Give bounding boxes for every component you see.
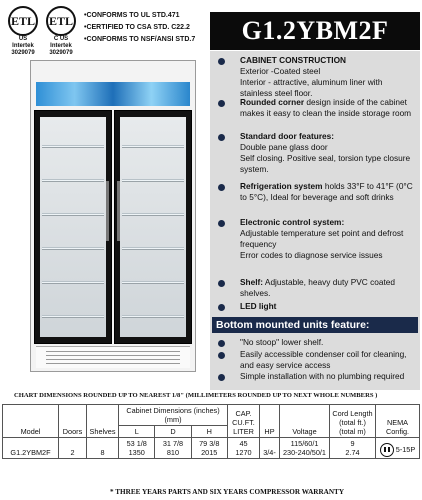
feature-electronic-control: Electronic control system: Adjustable temperature set point and defrost frequency Error codes to diagnose service issues (210, 217, 420, 261)
cell-length: 53 1/8 1350 (119, 438, 155, 459)
bullet-icon (218, 220, 225, 227)
right-glass-door (114, 110, 192, 344)
bullet-icon (218, 304, 225, 311)
cert-number: 3029079 (49, 50, 73, 56)
feature-led: LED light (210, 301, 420, 312)
bottom-feature-stoop: "No stoop" lower shelf. (210, 337, 420, 348)
feature-door: Standard door features: Double pane glass door Self closing. Positive seal, torsion type closure system. (210, 131, 420, 175)
bottom-grille (36, 346, 190, 368)
etl-us-logo (6, 6, 40, 57)
header-voltage: Voltage (280, 405, 330, 438)
door-handle (106, 181, 109, 241)
lighted-canopy (36, 82, 190, 106)
dimensions-table (2, 404, 420, 459)
cell-model: G1.2YBM2F (3, 438, 59, 459)
door-glass (40, 117, 106, 337)
cell-nema: 5-15P (376, 438, 420, 459)
header-height: H (191, 426, 228, 438)
cert-lab: Intertek (50, 43, 72, 49)
header-model: Model (3, 405, 59, 438)
bottom-feature-condenser: Easily accessible condenser coil for cleaning, and easy service access (210, 349, 420, 371)
header-depth: D (155, 426, 191, 438)
header-nema: NEMA Config. (376, 405, 420, 438)
standard-item: • CERTIFIED TO CSA STD. C22.2 (84, 22, 224, 34)
feature-shelf: Shelf: Adjustable, heavy duty PVC coated shelves. (210, 277, 420, 299)
bullet-icon (218, 184, 225, 191)
header-capacity: CAP. CU.FT. LITER (228, 405, 260, 438)
header-cabinet-dimensions: Cabinet Dimensions (inches) (mm) (119, 405, 228, 426)
cell-depth: 31 7/8 810 (155, 438, 191, 459)
door-handle (117, 181, 120, 241)
feature-refrigeration: Refrigeration system holds 33°F to 41°F (0°C to 5°C), Ideal for beverage and soft drinks (210, 181, 420, 203)
header-shelves: Shelves (87, 405, 119, 438)
etl-mark-icon: ETL (8, 6, 38, 36)
cert-sub: C US (53, 36, 69, 42)
cell-doors: 2 (59, 438, 87, 459)
cert-sub: US (18, 36, 28, 42)
cert-number: 3029079 (11, 50, 35, 56)
feature-rounded-corner: Rounded corner design inside of the cabinet makes it easy to clean the inside storage room (210, 97, 420, 119)
bullet-icon (218, 58, 225, 65)
cell-voltage: 115/60/1 230-240/50/1 (280, 438, 330, 459)
model-title: G1.2YBM2F (210, 12, 420, 50)
header-cord-length: Cord Length (total ft.) (total m) (330, 405, 376, 438)
table-row (3, 438, 420, 459)
door-glass (120, 117, 186, 337)
cell-height: 79 3/8 2015 (191, 438, 228, 459)
standard-item: • CONFORMS TO UL STD.471 (84, 10, 224, 22)
bullet-icon (218, 280, 225, 287)
bullet-icon (218, 100, 225, 107)
dimension-note: CHART DIMENSIONS ROUNDED UP TO NEAREST 1/8" (MILLIMETERS ROUNDED UP TO NEXT WHOLE NUMBERS ) (14, 392, 378, 399)
standards-list (84, 10, 224, 46)
bullet-icon (218, 352, 225, 359)
header-length: L (119, 426, 155, 438)
header-hp: HP (260, 405, 280, 438)
table-header-row (3, 405, 420, 426)
bullet-icon (218, 340, 225, 347)
nema-plug-icon (380, 443, 394, 457)
feature-cabinet: CABINET CONSTRUCTION Exterior -Coated steel Interior - attractive, aluminum liner with stainless steel floor. (210, 55, 420, 99)
etl-c-us-logo (44, 6, 78, 57)
cell-cord-length: 9 2.74 (330, 438, 376, 459)
left-glass-door (34, 110, 112, 344)
warranty-note: * THREE YEARS PARTS AND SIX YEARS COMPRESSOR WARRANTY (110, 488, 345, 496)
cell-shelves: 8 (87, 438, 119, 459)
bottom-feature-installation: Simple installation with no plumbing required (210, 371, 420, 382)
bottom-mounted-heading: Bottom mounted units feature: (212, 317, 418, 333)
features-panel (210, 51, 420, 390)
etl-mark-icon: ETL (46, 6, 76, 36)
standard-item: • CONFORMS TO NSF/ANSI STD.7 (84, 34, 224, 46)
cell-capacity: 45 1270 (228, 438, 260, 459)
header-doors: Doors (59, 405, 87, 438)
bullet-icon (218, 374, 225, 381)
merchandiser-cooler-image (30, 60, 196, 372)
bullet-icon (218, 134, 225, 141)
cell-hp: 3/4- (260, 438, 280, 459)
cert-lab: Intertek (12, 43, 34, 49)
